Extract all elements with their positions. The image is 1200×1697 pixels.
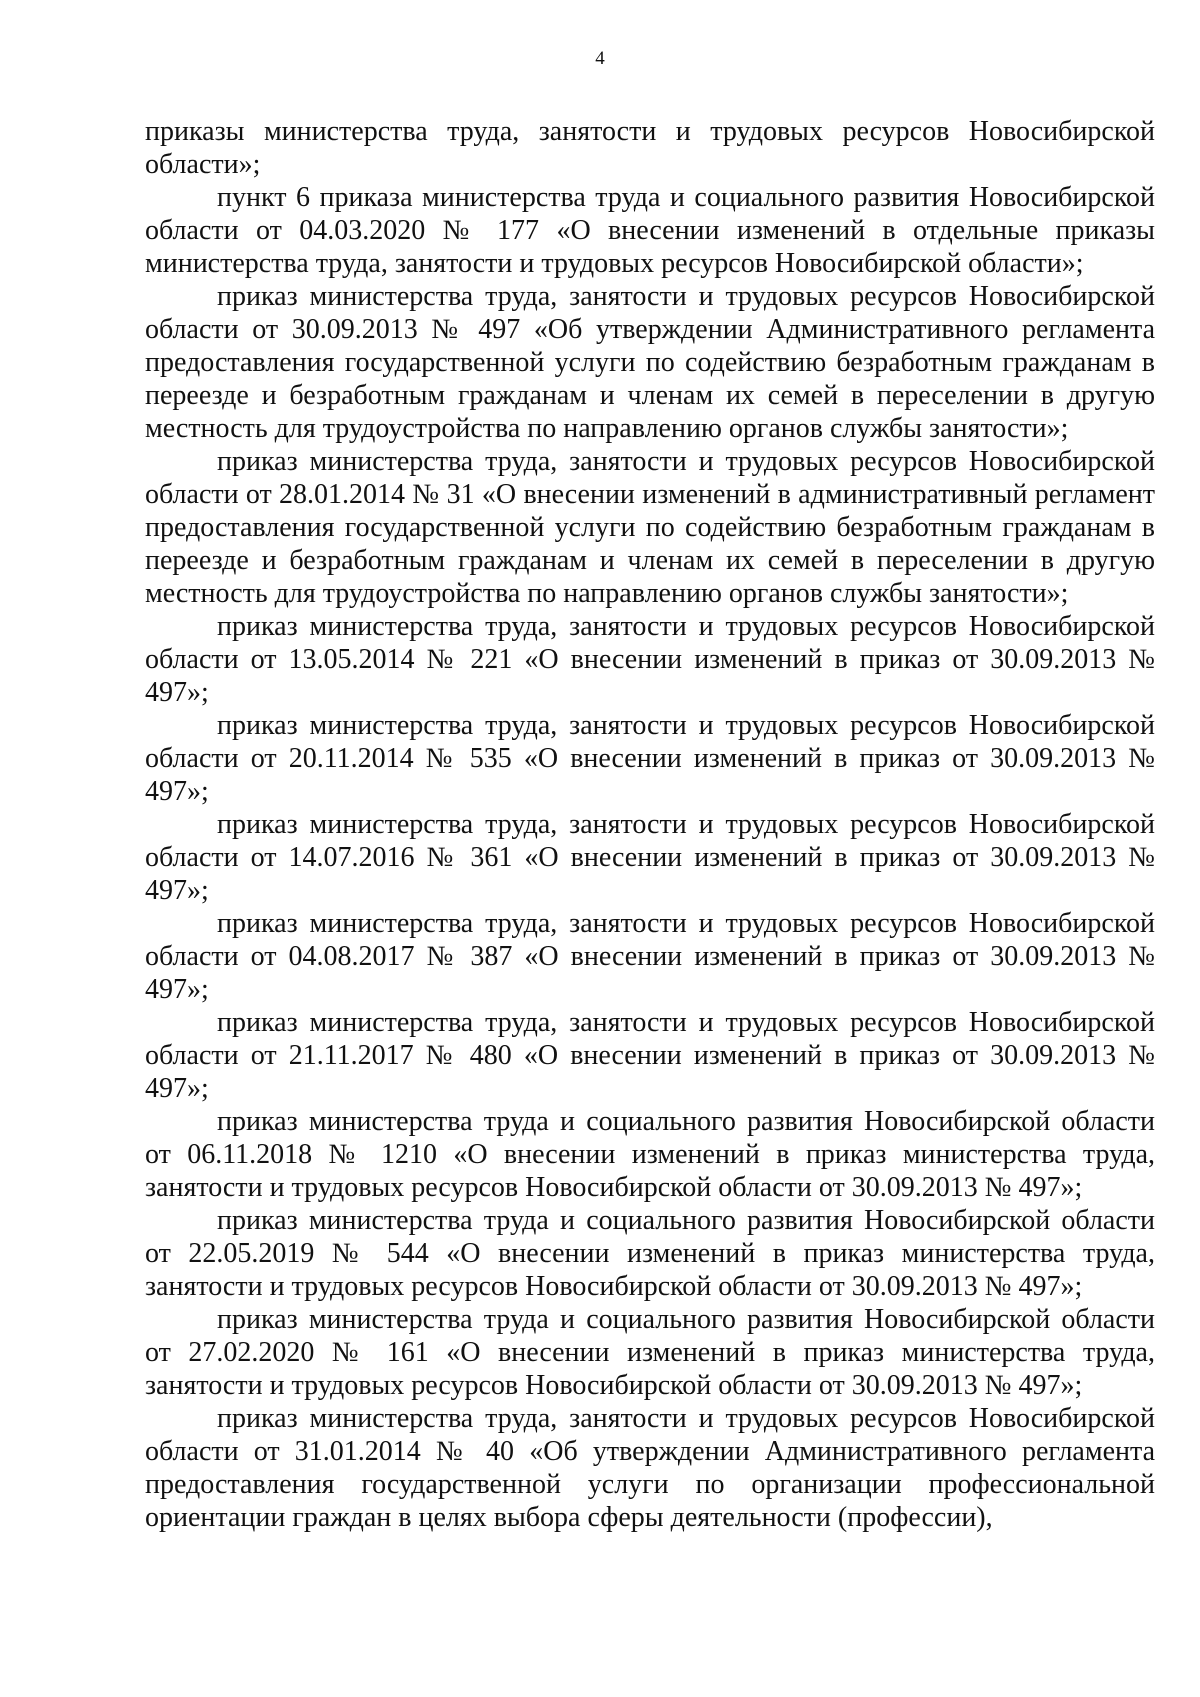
page-number: 4 — [595, 48, 605, 69]
paragraph: приказ министерства труда, занятости и трудовых ресурсов Новосибирской области от 28.01.2014 № 31 «О внесении изменений в административный регламент предоставления государственной услуги по содействию безработным гражданам в переезде и безработным гражданам и членам их семей в переселении в другую местность для трудоустройства по направлению органов службы занятости»; — [145, 446, 1155, 609]
paragraph: приказы министерства труда, занятости и трудовых ресурсов Новосибирской области»; — [145, 116, 1155, 180]
paragraph: приказ министерства труда, занятости и трудовых ресурсов Новосибирской области от 13.05.2014 № 221 «О внесении изменений в приказ от 30.09.2013 № 497»; — [145, 611, 1155, 708]
paragraph: приказ министерства труда, занятости и трудовых ресурсов Новосибирской области от 21.11.2017 № 480 «О внесении изменений в приказ от 30.09.2013 № 497»; — [145, 1007, 1155, 1104]
paragraph: приказ министерства труда и социального развития Новосибирской области от 22.05.2019 № 544 «О внесении изменений в приказ министерства труда, занятости и трудовых ресурсов Новосибирской области от 30.09.2013 № 497»; — [145, 1205, 1155, 1302]
document-body — [145, 115, 1155, 1534]
paragraph: приказ министерства труда, занятости и трудовых ресурсов Новосибирской области от 30.09.2013 № 497 «Об утверждении Административного регламента предоставления государственной услуги по содействию безработным гражданам в переезде и безработным гражданам и членам их семей в переселении в другую местность для трудоустройства по направлению органов службы занятости»; — [145, 281, 1155, 444]
paragraph: приказ министерства труда и социального развития Новосибирской области от 06.11.2018 № 1210 «О внесении изменений в приказ министерства труда, занятости и трудовых ресурсов Новосибирской области от 30.09.2013 № 497»; — [145, 1106, 1155, 1203]
paragraph: приказ министерства труда, занятости и трудовых ресурсов Новосибирской области от 20.11.2014 № 535 «О внесении изменений в приказ от 30.09.2013 № 497»; — [145, 710, 1155, 807]
paragraph: приказ министерства труда, занятости и трудовых ресурсов Новосибирской области от 31.01.2014 № 40 «Об утверждении Административного регламента предоставления государственной услуги по организации профессиональной ориентации граждан в целях выбора сферы деятельности (профессии), — [145, 1403, 1155, 1533]
paragraph: пункт 6 приказа министерства труда и социального развития Новосибирской области от 04.03.2020 № 177 «О внесении изменений в отдельные приказы министерства труда, занятости и трудовых ресурсов Новосибирской области»; — [145, 182, 1155, 279]
paragraph: приказ министерства труда, занятости и трудовых ресурсов Новосибирской области от 04.08.2017 № 387 «О внесении изменений в приказ от 30.09.2013 № 497»; — [145, 908, 1155, 1005]
paragraph: приказ министерства труда и социального развития Новосибирской области от 27.02.2020 № 161 «О внесении изменений в приказ министерства труда, занятости и трудовых ресурсов Новосибирской области от 30.09.2013 № 497»; — [145, 1304, 1155, 1401]
paragraph: приказ министерства труда, занятости и трудовых ресурсов Новосибирской области от 14.07.2016 № 361 «О внесении изменений в приказ от 30.09.2013 № 497»; — [145, 809, 1155, 906]
